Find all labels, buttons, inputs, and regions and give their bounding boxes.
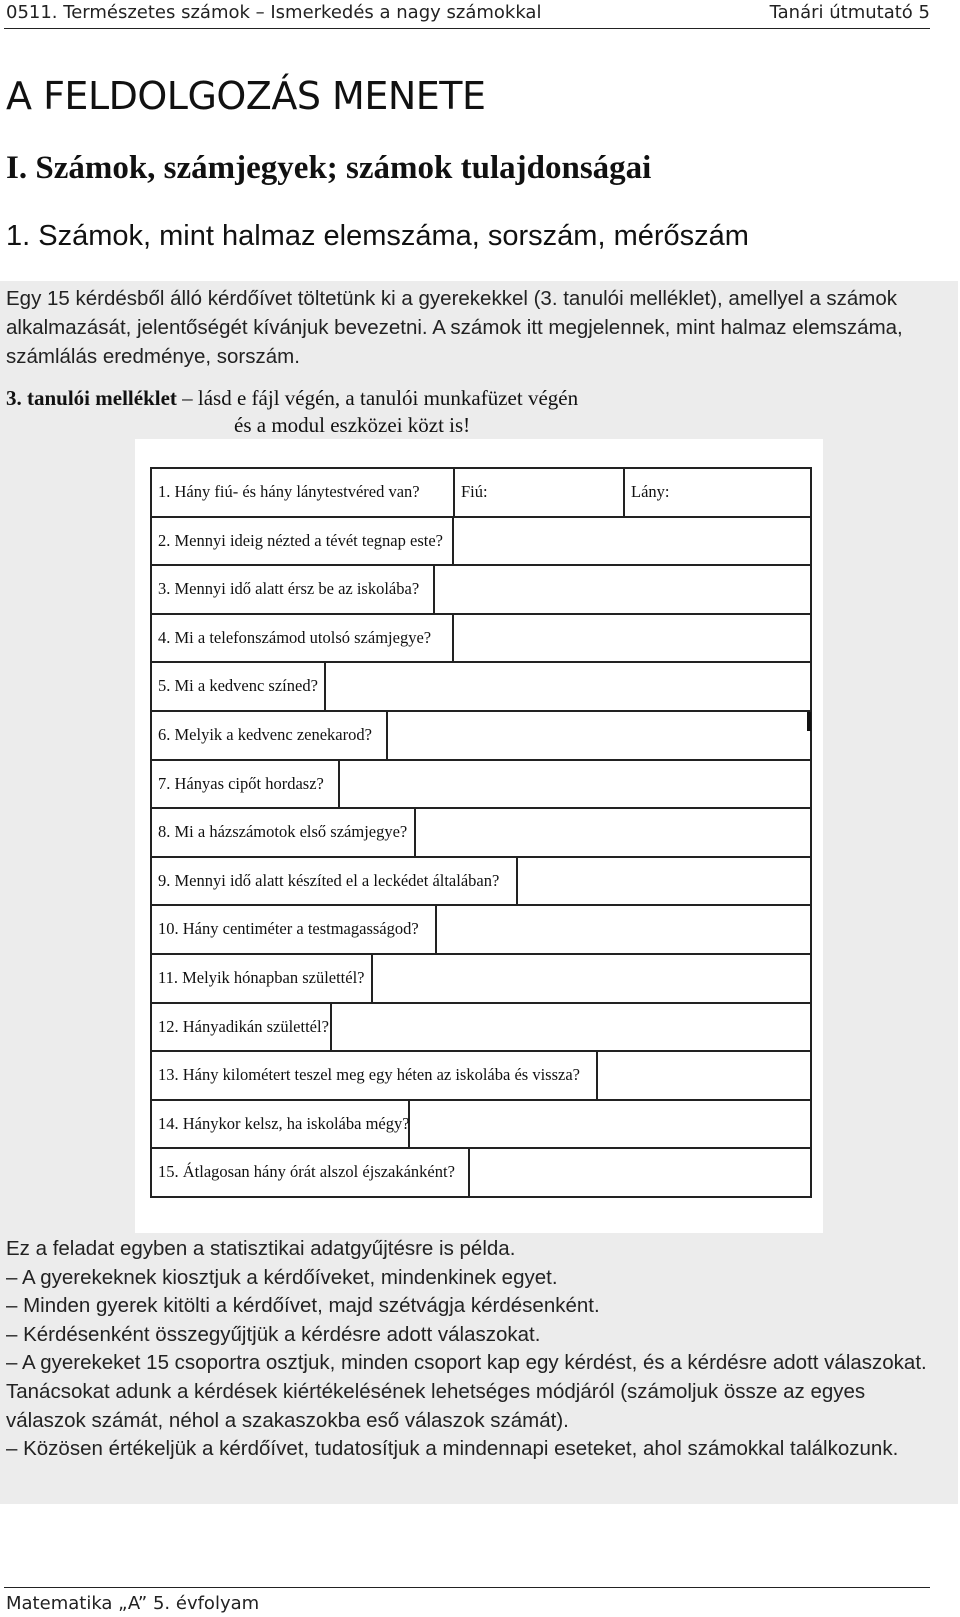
answer-boys-label: Fiú:: [455, 469, 625, 516]
question-label: 2. Mennyi ideig nézted a tévét tegnap este?: [152, 518, 454, 565]
reference-line1: – lásd e fájl végén, a tanulói munkafüzet végén: [176, 386, 579, 410]
question-row: [152, 566, 812, 615]
question-label: 10. Hány centiméter a testmagasságod?: [152, 906, 437, 953]
summary-line: – Kérdésenként összegyűjtjük a kérdésre adott válaszokat.: [6, 1322, 541, 1346]
scan-mark: [807, 712, 811, 731]
question-row: [152, 518, 812, 567]
question-label: 12. Hányadikán születtél?: [152, 1004, 332, 1051]
reference-line2: és a modul eszközei közt is!: [234, 413, 471, 437]
question-row: [152, 858, 812, 907]
summary-line: Ez a feladat egyben a statisztikai adatgyűjtésre is példa.: [6, 1237, 516, 1260]
shaded-box-right: [823, 439, 958, 1219]
reference-note: [6, 384, 578, 413]
intro-paragraph: Egy 15 kérdésből álló kérdőívet töltetünk ki a gyerekekkel (3. tanulói melléklet), amellyel a számok alkalmazását, jelentőségét kívánjuk bevezetni. A számok itt megjelennek, mint halmaz elemszáma, számlálás eredménye, sorszám.: [6, 287, 903, 368]
section-heading: 1. Számok, mint halmaz elemszáma, sorszám, mérőszám: [6, 220, 749, 252]
summary-line: – A gyerekeknek kiosztjuk a kérdőíveket, mindenkinek egyet.: [6, 1265, 558, 1289]
question-row: [152, 906, 812, 955]
question-label: 11. Melyik hónapban születtél?: [152, 955, 373, 1002]
question-row: [152, 1149, 812, 1198]
question-row: [152, 1101, 812, 1150]
question-label: 14. Hánykor kelsz, ha iskolába mégy?: [152, 1101, 410, 1148]
question-row: [152, 469, 812, 518]
reference-bold: 3. tanulói melléklet: [6, 386, 177, 410]
header-page-label: Tanári útmutató 5: [769, 2, 930, 23]
question-label: 9. Mennyi idő alatt készíted el a leckédet általában?: [152, 858, 518, 905]
question-label: 8. Mi a házszámotok első számjegye?: [152, 809, 416, 856]
header-module-title: 0511. Természetes számok – Ismerkedés a nagy számokkal: [6, 2, 542, 23]
question-label: 7. Hányas cipőt hordasz?: [152, 761, 340, 808]
footer-course-label: Matematika „A” 5. évfolyam: [6, 1593, 260, 1614]
chapter-heading: I. Számok, számjegyek; számok tulajdonságai: [6, 150, 652, 186]
question-row: [152, 1052, 812, 1101]
page-footer: [4, 1587, 930, 1616]
summary-line: – Közösen értékeljük a kérdőívet, tudatosítjuk a mindennapi eseteket, ahol számokkal találkozunk.: [6, 1437, 899, 1461]
question-label: 1. Hány fiú- és hány lánytestvéred van?: [152, 469, 455, 516]
question-row: [152, 809, 812, 858]
page-header: [4, 0, 930, 29]
summary-line: – Minden gyerek kitölti a kérdőívet, majd szétvágja kérdésenként.: [6, 1294, 600, 1318]
question-row: [152, 615, 812, 664]
main-heading: A FELDOLGOZÁS MENETE: [6, 74, 486, 118]
question-label: 5. Mi a kedvenc színed?: [152, 663, 326, 710]
summary-text: [6, 1235, 948, 1464]
shaded-box-left: [0, 439, 135, 1219]
question-label: 13. Hány kilométert teszel meg egy héten az iskolába és vissza?: [152, 1052, 598, 1099]
question-label: 6. Melyik a kedvenc zenekarod?: [152, 712, 388, 759]
question-label: 15. Átlagosan hány órát alszol éjszakánként?: [152, 1149, 470, 1196]
question-row: [152, 663, 812, 712]
answer-girls-label: Lány:: [631, 482, 670, 501]
question-label: 3. Mennyi idő alatt érsz be az iskolába?: [152, 566, 435, 613]
question-row: [152, 1004, 812, 1053]
question-row: [152, 955, 812, 1004]
question-row: [152, 712, 812, 761]
questionnaire-table: [150, 467, 812, 1198]
question-row: [152, 761, 812, 810]
summary-line: – A gyerekeket 15 csoportra osztjuk, minden csoport kap egy kérdést, és a kérdésre adott válaszokat. Tanácsokat adunk a kérdések kiértékelésének lehetséges módjáról (számoljuk össze az egyes válaszok számát, néhol a szakaszokba eső válaszok számát).: [6, 1351, 927, 1432]
question-label: 4. Mi a telefonszámod utolsó számjegye?: [152, 615, 454, 662]
